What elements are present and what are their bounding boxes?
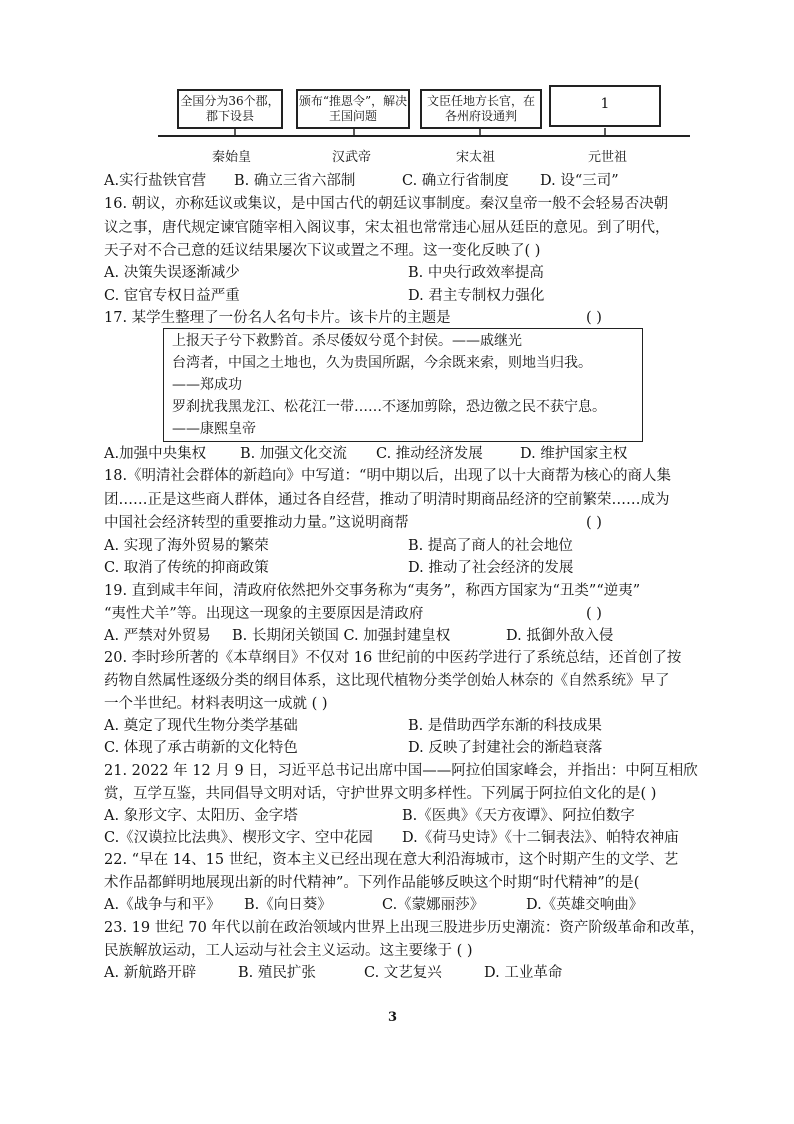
q17-quote-2-author: ——郑成功 xyxy=(172,377,242,393)
q22-option-d: D.《英雄交响曲》 xyxy=(526,897,644,913)
q22-option-b: B.《向日葵》 xyxy=(244,897,332,913)
q23-stem-2: 民族解放运动，工人运动与社会主义运动。这主要缘于 ( ) xyxy=(104,943,473,959)
timeline-box-1-text: 全国分为36个郡，郡下设县 xyxy=(180,94,280,123)
q16-stem-1: 16. 朝议，亦称廷议或集议，是中国古代的朝廷议事制度。秦汉皇帝一般不会轻易否决朝 xyxy=(104,196,669,212)
q15-option-a: A.实行盐铁官营 xyxy=(104,173,207,189)
q15-option-c: C. 确立行省制度 xyxy=(402,173,509,189)
q22-stem-1: 22. “早在 14、15 世纪，资本主义已经出现在意大利沿海城市，这个时期产生的文学、艺 xyxy=(104,852,679,868)
q18-answer-paren: ( ) xyxy=(586,515,602,531)
q20-stem-1: 20. 李时珍所著的《本草纲目》不仅对 16 世纪前的中医药学进行了系统总结，还首创了按 xyxy=(104,650,682,666)
q21-stem-2: 赏，互学互鉴，共同倡导文明对话，守护世界文明多样性。下列属于阿拉伯文化的是( ) xyxy=(104,786,657,802)
ruler-hanwudi: 汉武帝 xyxy=(332,150,372,165)
q21-option-a: A. 象形文字、太阳历、金字塔 xyxy=(104,808,298,824)
q17-quote-2: 台湾者，中国之土地也，久为贵国所踞，今余既来索，则地当归我。 xyxy=(172,355,592,371)
q21-option-b: B.《医典》《天方夜谭》、阿拉伯数字 xyxy=(402,808,635,824)
page-number: 3 xyxy=(388,1010,398,1025)
q18-option-d: D. 推动了社会经济的发展 xyxy=(408,560,574,576)
q19-option-b: B. 长期闭关锁国 C. 加强封建皇权 xyxy=(232,628,451,644)
q16-stem-3: 天子对不合己意的廷议结果屡次下议或置之不理。这一变化反映了( ) xyxy=(104,243,541,259)
ruler-yuanshizu: 元世祖 xyxy=(588,150,628,165)
q19-option-d: D. 抵御外敌入侵 xyxy=(506,628,614,644)
q21-stem-1: 21. 2022 年 12 月 9 日，习近平总书记出席中国——阿拉伯国家峰会，并指出：中阿互相欣 xyxy=(104,763,698,779)
q18-option-c: C. 取消了传统的抑商政策 xyxy=(104,560,269,576)
q16-option-d: D. 君主专制权力强化 xyxy=(408,288,545,304)
q15-option-b: B. 确立三省六部制 xyxy=(234,173,356,189)
q20-option-a: A. 奠定了现代生物分类学基础 xyxy=(104,718,298,734)
q19-stem-1: 19. 直到咸丰年间，清政府依然把外交事务称为“夷务”，称西方国家为“丑类”“逆夷” xyxy=(104,583,641,599)
q18-stem-1: 18.《明清社会群体的新趋向》中写道：“明中期以后，出现了以十大商帮为核心的商人集 xyxy=(104,468,671,484)
q18-stem-3: 中国社会经济转型的重要推动力量。”这说明商帮 xyxy=(104,515,409,531)
q17-option-b: B. 加强文化交流 xyxy=(240,446,347,462)
q17-quote-3: 罗刹扰我黑龙江、松花江一带……不逐加剪除，恐边徼之民不获宁息。 xyxy=(172,399,606,415)
q20-stem-3: 一个半世纪。材料表明这一成就 ( ) xyxy=(104,696,328,712)
q20-stem-2: 药物自然属性逐级分类的纲目体系，这比现代植物分类学创始人林奈的《自然系统》早了 xyxy=(104,673,670,689)
q21-option-c: C.《汉谟拉比法典》、楔形文字、空中花园 xyxy=(104,830,373,846)
ruler-songtaizu: 宋太祖 xyxy=(456,150,496,165)
q19-option-a: A. 严禁对外贸易 xyxy=(104,628,211,644)
q22-option-c: C.《蒙娜丽莎》 xyxy=(382,897,485,913)
q17-option-a: A.加强中央集权 xyxy=(104,446,207,462)
q17-answer-paren: ( ) xyxy=(586,310,602,326)
q23-option-b: B. 殖民扩张 xyxy=(238,965,316,981)
q20-option-d: D. 反映了封建社会的渐趋衰落 xyxy=(408,740,603,756)
q16-option-b: B. 中央行政效率提高 xyxy=(408,265,544,281)
timeline-axis xyxy=(0,0,794,160)
q20-option-b: B. 是借助西学东渐的科技成果 xyxy=(408,718,602,734)
q19-answer-paren: ( ) xyxy=(586,606,602,622)
q22-stem-2: 术作品都鲜明地展现出新的时代精神”。下列作品能够反映这个时期“时代精神”的是( xyxy=(104,875,640,891)
q16-option-a: A. 决策失误逐渐减少 xyxy=(104,265,240,281)
q17-quote-1: 上报天子兮下救黔首。杀尽倭奴兮觅个封侯。——戚继光 xyxy=(172,333,522,349)
q17-option-d: D. 维护国家主权 xyxy=(520,446,628,462)
q18-option-b: B. 提高了商人的社会地位 xyxy=(408,538,573,554)
q23-stem-1: 23. 19 世纪 70 年代以前在政治领域内世界上出现三股进步历史潮流：资产阶级革命和改革， xyxy=(104,920,705,936)
q23-option-c: C. 文艺复兴 xyxy=(364,965,442,981)
ruler-qinshihuang: 秦始皇 xyxy=(212,150,252,165)
q16-option-c: C. 宦官专权日益严重 xyxy=(104,288,240,304)
q17-quote-card xyxy=(163,328,643,442)
q23-option-d: D. 工业革命 xyxy=(484,965,563,981)
q21-option-d: D.《荷马史诗》《十二铜表法》、帕特农神庙 xyxy=(402,830,679,846)
q19-stem-2: “夷性犬羊”等。出现这一现象的主要原因是清政府 xyxy=(104,606,424,622)
q18-option-a: A. 实现了海外贸易的繁荣 xyxy=(104,538,269,554)
q18-stem-2: 团……正是这些商人群体，通过各自经营，推动了明清时期商品经济的空前繁荣……成为 xyxy=(104,492,670,508)
timeline-box-4-text: 1 xyxy=(600,96,610,112)
timeline-box-2-text: 颁布“推恩令”，解决王国问题 xyxy=(298,94,408,123)
q17-quote-3-author: ——康熙皇帝 xyxy=(172,421,256,437)
q16-stem-2: 议之事，唐代规定谏官随宰相入阁议事，宋太祖也常常违心屈从廷臣的意见。到了明代， xyxy=(104,220,670,236)
timeline-box-3-text: 文臣任地方长官，在各州府设通判 xyxy=(426,94,535,123)
q15-option-d: D. 设“三司” xyxy=(540,173,619,189)
q23-option-a: A. 新航路开辟 xyxy=(104,965,197,981)
q22-option-a: A.《战争与和平》 xyxy=(104,897,221,913)
q17-stem: 17. 某学生整理了一份名人名句卡片。该卡片的主题是 xyxy=(104,310,451,326)
q17-option-c: C. 推动经济发展 xyxy=(376,446,483,462)
q20-option-c: C. 体现了承古萌新的文化特色 xyxy=(104,740,298,756)
